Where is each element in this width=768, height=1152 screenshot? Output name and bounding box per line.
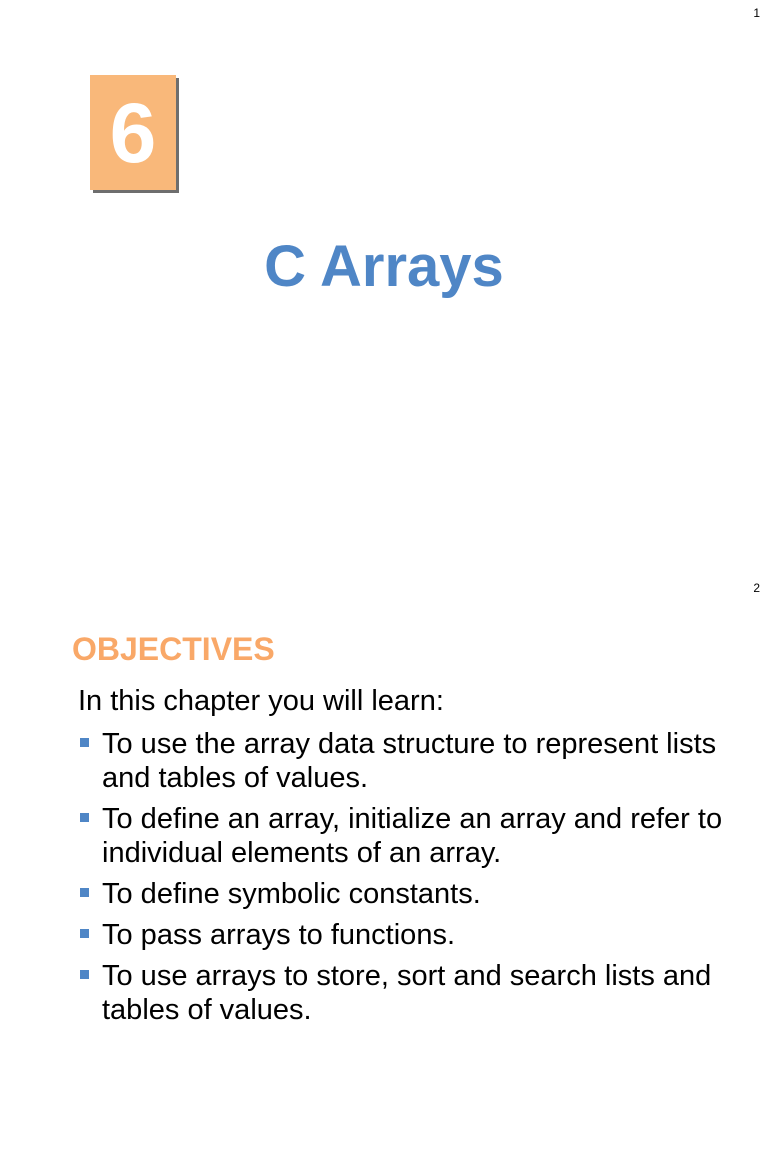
list-item [78, 802, 748, 870]
square-bullet-icon [80, 813, 89, 822]
square-bullet-icon [80, 738, 89, 747]
objectives-heading: OBJECTIVES [72, 631, 275, 667]
slide-2 [0, 576, 768, 1152]
chapter-number: 6 [109, 85, 157, 180]
square-bullet-icon [80, 888, 89, 897]
square-bullet-icon [80, 929, 89, 938]
list-item-text: To define symbolic constants. [102, 878, 481, 910]
list-item [78, 918, 748, 952]
objectives-list [78, 727, 748, 1034]
slide-title: C Arrays [264, 234, 504, 299]
chapter-number-badge [90, 75, 176, 190]
list-item-text: To pass arrays to functions. [102, 919, 455, 951]
intro-text: In this chapter you will learn: [78, 685, 444, 717]
list-item-text: To use the array data structure to represent lists and tables of values. [102, 728, 717, 794]
page-number: 2 [753, 581, 760, 595]
list-item [78, 959, 748, 1027]
list-item [78, 877, 748, 911]
list-item [78, 727, 748, 795]
page-number: 1 [753, 6, 760, 20]
square-bullet-icon [80, 970, 89, 979]
list-item-text: To define an array, initialize an array and refer to individual elements of an array. [102, 803, 723, 869]
list-item-text: To use arrays to store, sort and search lists and tables of values. [102, 960, 712, 1026]
